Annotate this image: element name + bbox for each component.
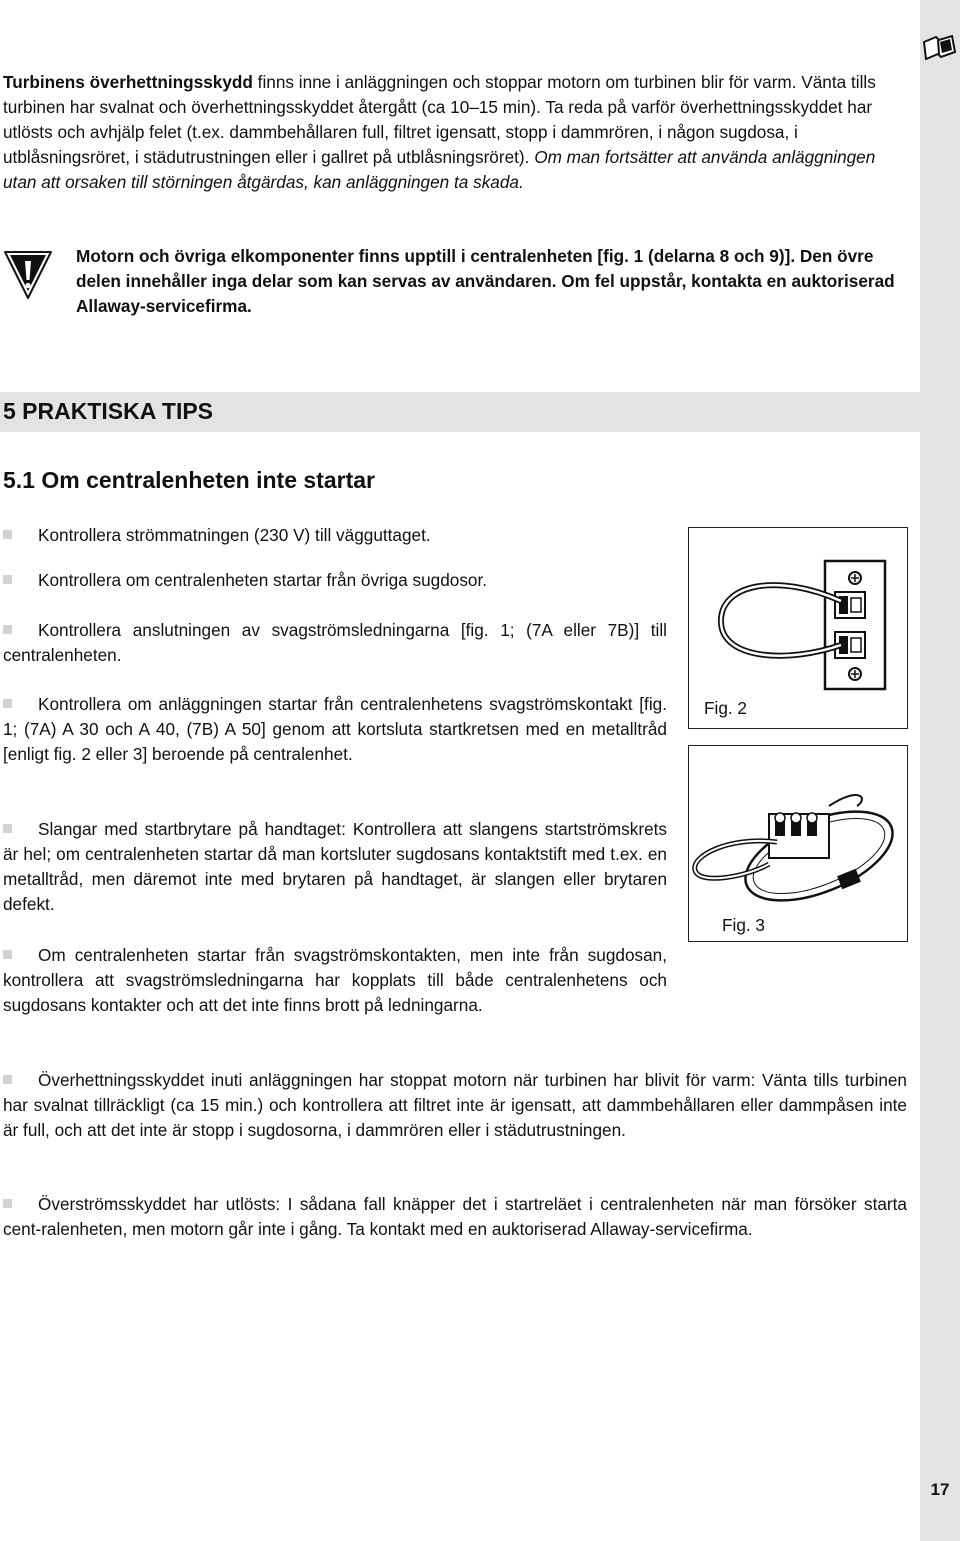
bullet-square-icon (3, 1075, 12, 1084)
bullet-item: Kontrollera om centralenheten startar från övriga sugdosor. (3, 568, 667, 593)
bullet-item: Överströmsskyddet har utlösts: I sådana fall knäpper det i startreläet i centralenheten när man försöker starta cent-ralenheten, men motorn går inte i gång. Ta kontakt med en auktoriserad Allaway-servicefirma. (3, 1194, 907, 1239)
bullet-square-icon (3, 1199, 12, 1208)
exclamation-triangle-icon (3, 248, 53, 302)
intro-text: finns inne i anläggningen och stoppar motorn om turbinen blir för varm. Vänta tills turbinen har svalnat och överhettningsskyddet återgått (ca 10–15 min). Ta reda på varför överhettningsskyddet har utlösts och avhjälp felet (t.ex. dammbehållaren full, filtret igensatt, stopp i dammrören, i någon sugdosa, i utblåsningsröret, i städutrustningen eller i gallret på utblåsningsröret). (3, 72, 876, 167)
book-icon (922, 34, 956, 60)
bullet-item: Slangar med startbrytare på handtaget: Kontrollera att slangens startströmskrets är hel; om centralenheten startar då man kortsluter sugdosans kontaktstift med t.ex. en metalltråd, men däremot inte med brytaren på handtaget, är slangen eller brytaren defekt. (3, 819, 667, 914)
figure-3 (688, 745, 908, 942)
intro-paragraph (3, 70, 907, 195)
figure-2-caption: Fig. 2 (704, 698, 747, 718)
section-title: 5 PRAKTISKA TIPS (3, 398, 214, 424)
bullet-item: Kontrollera anslutningen av svagströmsledningarna [fig. 1; (7A eller 7B)] till centralenheten. (3, 620, 667, 665)
bullet-square-icon (3, 699, 12, 708)
intro-bold-lead: Turbinens överhettningsskydd (3, 72, 253, 92)
bullet-item: Överhettningsskyddet inuti anläggningen har stoppat motorn när turbinen har blivit för varm: Vänta tills turbinen har svalnat tillräckligt (ca 15 min.) och kontrollera att filtret inte är igensatt, att dammbehållaren eller dammpåsen inte är full, och att det inte är stopp i sugdosorna, i dammrören eller i städutrustningen. (3, 1070, 907, 1140)
page-number: 17 (930, 1480, 950, 1499)
bullet-square-icon (3, 824, 12, 833)
bullet-square-icon (3, 530, 12, 539)
subsection-title: 5.1 Om centralenheten inte startar (3, 467, 375, 493)
bullet-square-icon (3, 950, 12, 959)
intro-italic-text: Om man fortsätter att använda anläggningen utan att orsaken till störningen åtgärdas, kan anläggningen ta skada. (3, 147, 876, 192)
bullet-item: Kontrollera om anläggningen startar från centralenhetens svagströmskontakt [fig. 1; (7A) A 30 och A 40, (7B) A 50] genom att kortsluta startkretsen med en metalltråd [enligt fig. 2 eller 3] beroende på centralenhet. (3, 694, 667, 764)
bullet-item: Kontrollera strömmatningen (230 V) till vägguttaget. (3, 523, 667, 548)
warning-text: Motorn och övriga elkomponenter finns upptill i centralenheten [fig. 1 (delarna 8 och 9)]. Den övre delen innehåller inga delar som kan servas av användaren. Om fel uppstår, kontakta en auktoriserad Allaway-servicefirma. (76, 246, 895, 316)
figure-3-caption: Fig. 3 (722, 915, 765, 935)
side-strip (920, 0, 960, 1541)
bullet-square-icon (3, 625, 12, 634)
bullet-item: Om centralenheten startar från svagströmskontakten, men inte från sugdosan, kontrollera att svagströmsledningarna har kopplats till både centralenhetens och sugdosans kontakter och att det inte finns brott på ledningarna. (3, 945, 667, 1015)
connector-wire-illustration (689, 746, 906, 940)
bullet-square-icon (3, 575, 12, 584)
